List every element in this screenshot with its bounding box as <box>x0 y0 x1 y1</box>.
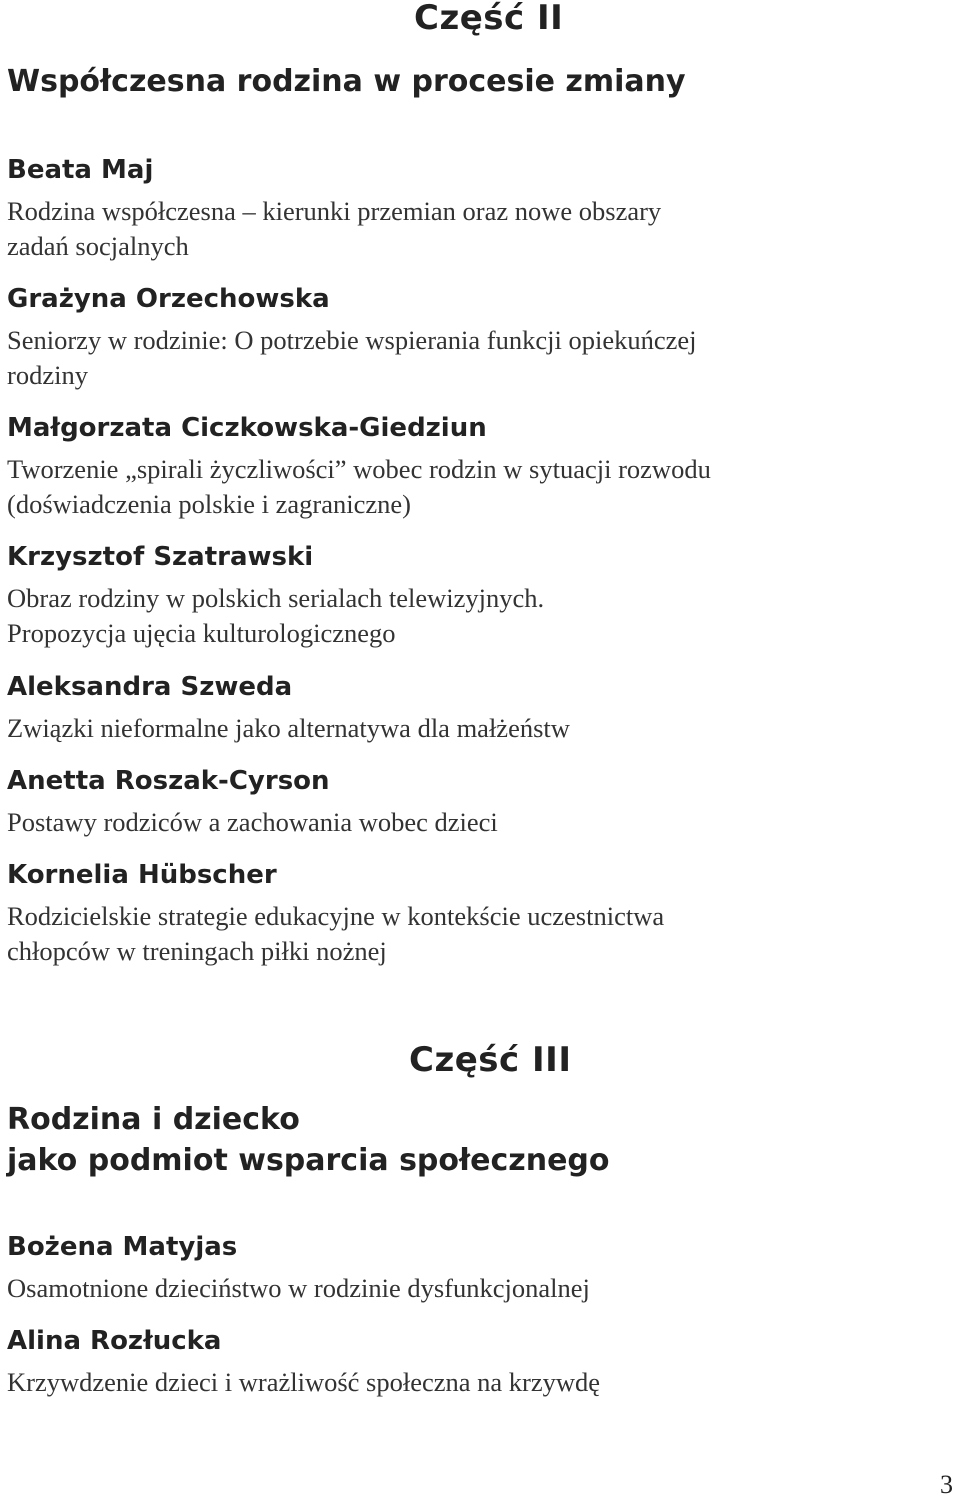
article-title-line: Rodzicielskie strategie edukacyjne w kontekście uczestnictwa <box>7 901 665 931</box>
article-title-line: Propozycja ujęcia kulturologicznego <box>7 618 396 648</box>
article-title-line: rodziny <box>7 360 88 390</box>
page-number: 3 <box>940 1470 953 1499</box>
author-name: Grażyna Orzechowska <box>7 284 330 314</box>
author-name: Krzysztof Szatrawski <box>7 542 314 572</box>
part3-title-line: jako podmiot wsparcia społecznego <box>7 1143 610 1178</box>
article-title-line: (doświadczenia polskie i zagraniczne) <box>7 489 411 519</box>
article-title-line: chłopców w treningach piłki nożnej <box>7 936 387 966</box>
article-title-line: Rodzina współczesna – kierunki przemian oraz nowe obszary <box>7 196 662 226</box>
article-title-line: zadań socjalnych <box>7 231 189 261</box>
author-name: Aleksandra Szweda <box>7 672 293 702</box>
article-title-line: Osamotnione dzieciństwo w rodzinie dysfunkcjonalnej <box>7 1273 590 1303</box>
author-name: Kornelia Hübscher <box>7 860 277 890</box>
author-name: Beata Maj <box>7 155 154 185</box>
article-title-line: Krzywdzenie dzieci i wrażliwość społeczna na krzywdę <box>7 1367 601 1397</box>
part2-title: Współczesna rodzina w procesie zmiany <box>7 64 686 99</box>
part3-title-line: Rodzina i dziecko <box>7 1102 300 1137</box>
author-name: Alina Rozłucka <box>7 1326 222 1356</box>
author-name: Małgorzata Ciczkowska-Giedziun <box>7 413 487 443</box>
author-name: Bożena Matyjas <box>7 1232 238 1262</box>
part3-heading: Część III <box>409 1040 572 1080</box>
author-name: Anetta Roszak-Cyrson <box>7 766 330 796</box>
article-title-line: Seniorzy w rodzinie: O potrzebie wspierania funkcji opiekuńczej <box>7 325 697 355</box>
article-title-line: Postawy rodziców a zachowania wobec dzieci <box>7 807 498 837</box>
article-title-line: Tworzenie „spirali życzliwości” wobec rodzin w sytuacji rozwodu <box>7 454 711 484</box>
article-title-line: Związki nieformalne jako alternatywa dla małżeństw <box>7 713 570 743</box>
part2-heading: Część II <box>414 0 564 38</box>
article-title-line: Obraz rodziny w polskich serialach telewizyjnych. <box>7 583 545 613</box>
